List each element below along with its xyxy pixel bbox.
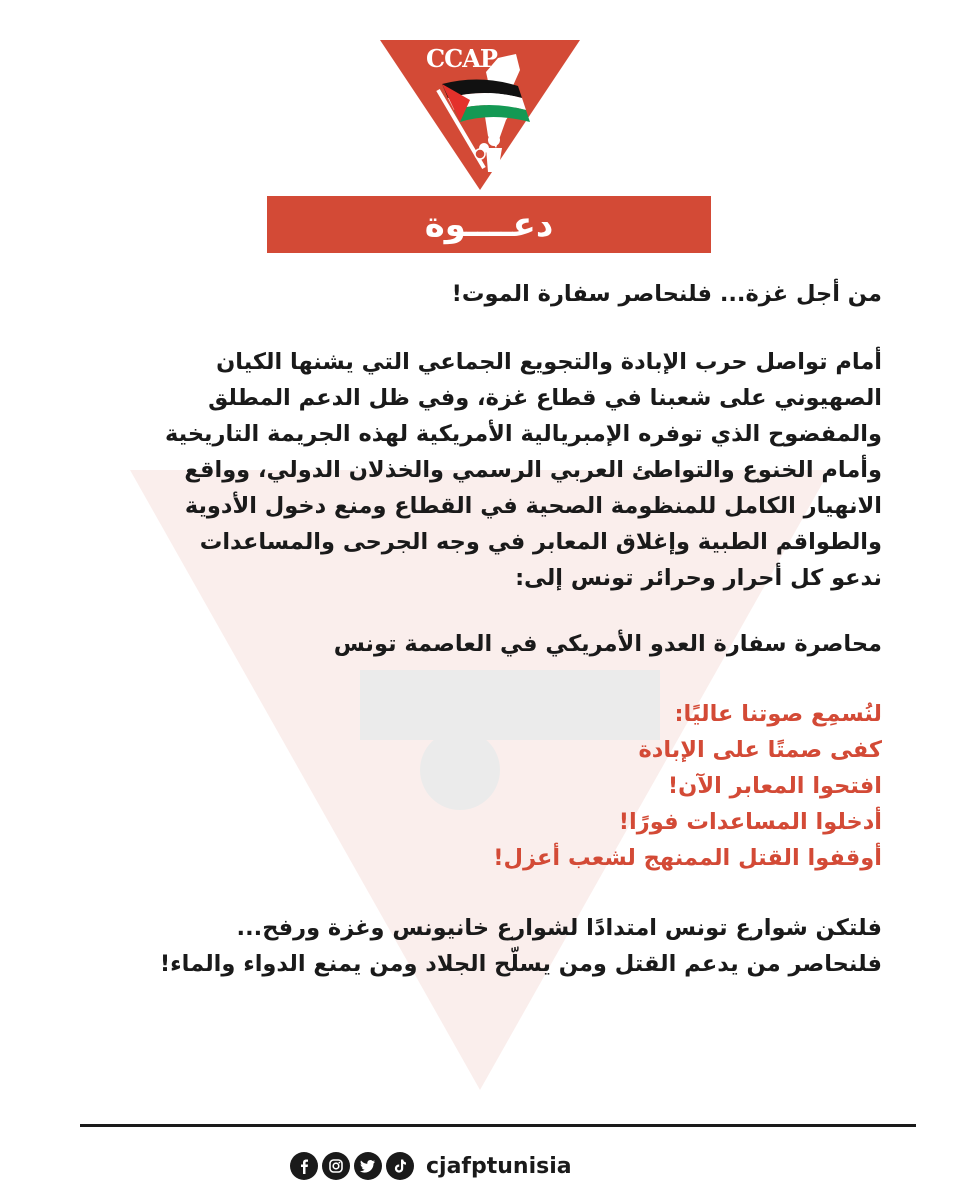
intro-line: وأمام الخنوع والتواطئ العربي الرسمي والخذلان الدولي، وواقع [184, 457, 882, 483]
facebook-icon[interactable] [290, 1152, 318, 1180]
slogan-line: كفى صمتًا على الإبادة [638, 737, 882, 763]
tiktok-icon[interactable] [386, 1152, 414, 1180]
slogan-line: أوقفوا القتل الممنهج لشعب أعزل! [493, 845, 882, 871]
footer-divider [80, 1124, 916, 1127]
logo-text: CCAP [426, 44, 497, 73]
twitter-icon[interactable] [354, 1152, 382, 1180]
intro-line: ندعو كل أحرار وحرائر تونس إلى: [515, 565, 882, 591]
title-banner [267, 196, 711, 253]
intro-line: الصهيوني على شعبنا في قطاع غزة، وفي ظل الدعم المطلق [208, 385, 882, 411]
intro-paragraph [88, 344, 882, 596]
ccap-logo [380, 40, 580, 192]
instagram-icon[interactable] [322, 1152, 350, 1180]
social-footer [290, 1150, 572, 1182]
slogan-line: أدخلوا المساعدات فورًا! [618, 809, 882, 835]
social-handle[interactable]: cjafptunisia [426, 1153, 572, 1179]
intro-line: والمفضوح الذي توفره الإمبريالية الأمريكية لهذه الجريمة التاريخية [165, 421, 882, 447]
slogan-line: افتحوا المعابر الآن! [667, 773, 882, 799]
intro-line: والطواقم الطبية وإغلاق المعابر في وجه الجرحى والمساعدات [199, 529, 882, 555]
closing-line: فلتكن شوارع تونس امتدادًا لشوارع خانيونس وغزة ورفح... [236, 915, 882, 941]
closing-line: فلنحاصر من يدعم القتل ومن يسلّح الجلاد ومن يمنع الدواء والماء! [159, 951, 882, 977]
statement-body [88, 276, 882, 982]
action-line: محاصرة سفارة العدو الأمريكي في العاصمة تونس [333, 631, 882, 657]
intro-line: أمام تواصل حرب الإبادة والتجويع الجماعي التي يشنها الكيان [216, 349, 882, 375]
headline: من أجل غزة... فلنحاصر سفارة الموت! [451, 281, 882, 307]
slogans [88, 696, 882, 876]
intro-line: الانهيار الكامل للمنظومة الصحية في القطاع ومنع دخول الأدوية [184, 493, 882, 519]
slogan-line: لنُسمِع صوتنا عاليًا: [674, 701, 882, 727]
page-title: دعــــوة [424, 204, 554, 245]
